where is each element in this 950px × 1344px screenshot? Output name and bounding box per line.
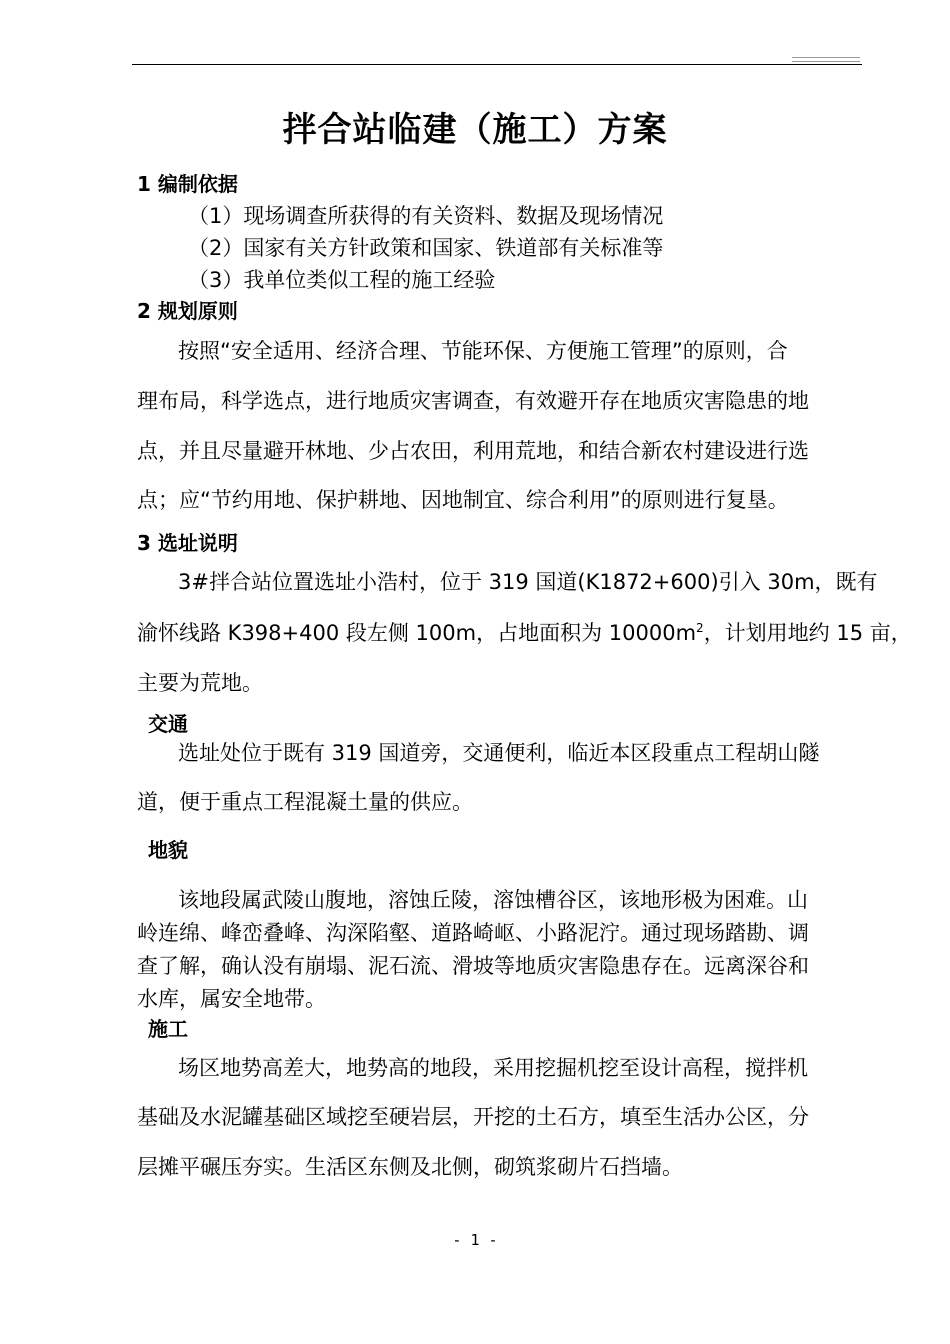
- text-run: ，计划用地约 15 亩，: [703, 621, 912, 645]
- area-unit-superscript: 2: [696, 621, 704, 635]
- header-mark-line: [792, 61, 860, 62]
- paragraph-line: 点，并且尽量避开林地、少占农田，利用荒地，和结合新农村建设进行选: [137, 439, 809, 463]
- paragraph-line: 岭连绵、峰峦叠峰、沟深陷壑、道路崎岖、小路泥泞。通过现场踏勘、调: [137, 921, 809, 945]
- page-number: - 1 -: [452, 1231, 498, 1249]
- section-heading-1: 1 编制依据: [137, 172, 238, 196]
- paragraph-line: 水库，属安全地带。: [137, 987, 326, 1011]
- paragraph-line: 该地段属武陵山腹地，溶蚀丘陵，溶蚀槽谷区，该地形极为困难。山: [178, 888, 808, 912]
- subheading-traffic: 交通: [148, 712, 188, 736]
- list-item: （2）国家有关方针政策和国家、铁道部有关标准等: [188, 236, 664, 260]
- paragraph-line: 按照“安全适用、经济合理、节能环保、方便施工管理”的原则，合: [178, 339, 788, 363]
- paragraph-line: 查了解，确认没有崩塌、泥石流、滑坡等地质灾害隐患存在。远离深谷和: [137, 954, 809, 978]
- header-rule: [132, 64, 862, 65]
- subheading-landform: 地貌: [148, 838, 188, 862]
- header-mark-line: [792, 57, 860, 58]
- section-heading-2: 2 规划原则: [137, 299, 238, 323]
- paragraph-line: 层摊平碾压夯实。生活区东侧及北侧，砌筑浆砌片石挡墙。: [137, 1155, 683, 1179]
- subheading-construction: 施工: [148, 1017, 188, 1041]
- text-run: 渝怀线路 K398+400 段左侧 100m，占地面积为 10000m: [137, 621, 697, 645]
- paragraph-line: 理布局，科学选点，进行地质灾害调查，有效避开存在地质灾害隐患的地: [137, 389, 809, 413]
- list-item: （1）现场调查所获得的有关资料、数据及现场情况: [188, 204, 664, 228]
- paragraph-line: 基础及水泥罐基础区域挖至硬岩层，开挖的土石方，填至生活办公区，分: [137, 1105, 809, 1129]
- paragraph-line: 主要为荒地。: [137, 671, 263, 695]
- list-item: （3）我单位类似工程的施工经验: [188, 268, 496, 292]
- paragraph-line: 3#拌合站位置选址小浩村，位于 319 国道(K1872+600)引入 30m，既有: [178, 570, 878, 594]
- paragraph-line: [137, 618, 912, 648]
- paragraph-line: 场区地势高差大，地势高的地段，采用挖掘机挖至设计高程，搅拌机: [178, 1056, 808, 1080]
- section-heading-3: 3 选址说明: [137, 531, 238, 555]
- document-title: 拌合站临建（施工）方案: [282, 110, 668, 150]
- paragraph-line: 道，便于重点工程混凝土量的供应。: [137, 790, 473, 814]
- paragraph-line: 点；应“节约用地、保护耕地、因地制宜、综合利用”的原则进行复垦。: [137, 488, 789, 512]
- paragraph-line: 选址处位于既有 319 国道旁，交通便利，临近本区段重点工程胡山隧: [178, 741, 820, 765]
